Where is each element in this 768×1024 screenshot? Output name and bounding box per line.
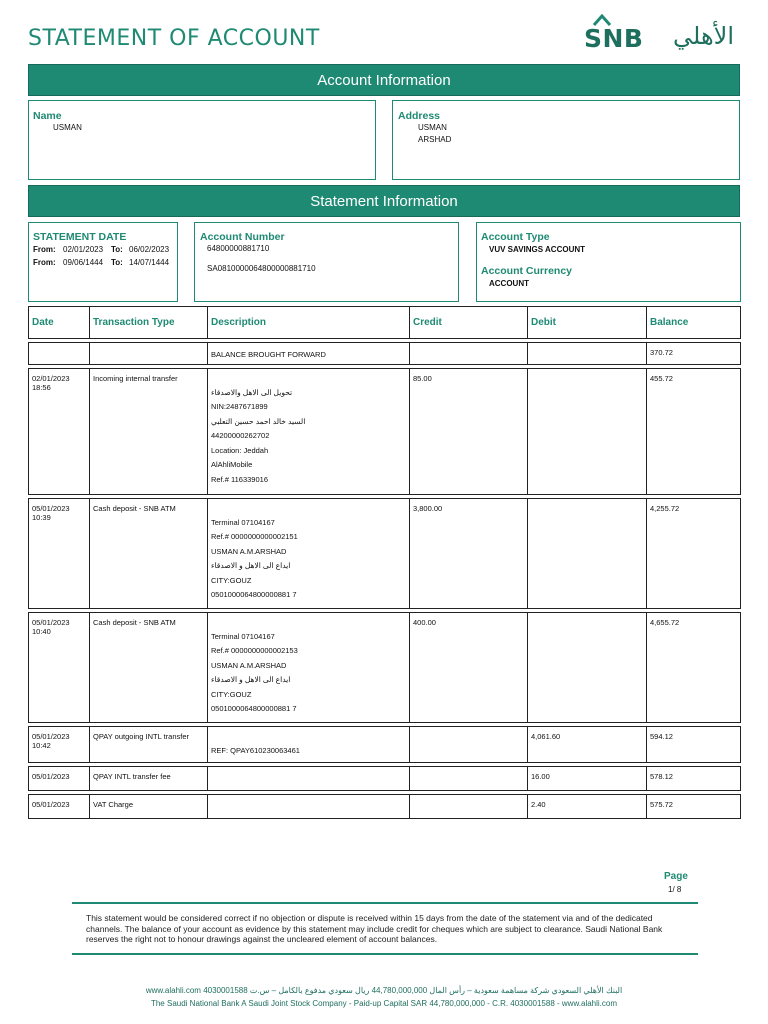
cell-transaction-type: [90, 795, 208, 819]
from-label: From:: [33, 245, 56, 254]
table-row: [29, 727, 741, 763]
cell-credit: [410, 767, 528, 791]
cell-date: [29, 369, 90, 495]
cell-credit: [410, 727, 528, 763]
balance-text: 455.72: [650, 374, 673, 383]
description-line: USMAN A.M.ARSHAD: [211, 660, 287, 670]
cell-transaction-type: [90, 727, 208, 763]
account-currency-label: Account Currency: [481, 265, 573, 277]
cell-credit: [410, 795, 528, 819]
transaction-type-text: QPAY INTL transfer fee: [93, 772, 171, 781]
page-label: Page: [664, 871, 688, 882]
time-text: 10:40: [32, 627, 51, 636]
debit-text: 4,061.60: [531, 732, 561, 741]
cell-credit: [410, 613, 528, 723]
page-title: STATEMENT OF ACCOUNT: [28, 26, 320, 51]
table-header-row: [29, 307, 741, 339]
time-text: 10:39: [32, 513, 51, 522]
account-number-box: [194, 222, 459, 302]
header-credit: Credit: [410, 307, 528, 339]
cell-credit: [410, 499, 528, 609]
date-text: 05/01/2023: [32, 504, 70, 513]
cell-description: [208, 369, 410, 495]
time-text: 18:56: [32, 383, 51, 392]
description-line: [211, 729, 407, 744]
balance-text: 575.72: [650, 800, 673, 809]
credit-text: 400.00: [413, 618, 436, 627]
address-box: [392, 100, 740, 180]
from-label-hijri: From:: [33, 258, 56, 267]
name-value: USMAN: [53, 123, 82, 132]
cell-description: [208, 343, 410, 365]
footer-divider-top: [72, 902, 698, 904]
cell-debit: [528, 499, 647, 609]
description-line: تحويل الى الاهل والاصدقاء: [211, 387, 293, 397]
cell-date: [29, 343, 90, 365]
description-line: ايداع الى الاهل و الاصدقاء: [211, 561, 291, 570]
account-type-value: VUV SAVINGS ACCOUNT: [489, 245, 586, 254]
description-line: Ref.# 116339016: [211, 474, 268, 484]
logo-arabic: الأهلي: [673, 22, 734, 50]
cell-transaction-type: [90, 767, 208, 791]
description-line: [211, 501, 407, 516]
table-row: [29, 767, 741, 791]
header-balance: Balance: [647, 307, 741, 339]
description-line: Location: Jeddah: [211, 445, 269, 455]
description-line: [211, 772, 407, 787]
account-number-value: 64800000881710: [207, 244, 270, 253]
to-label: To:: [111, 245, 123, 254]
table-row: [29, 369, 741, 495]
cell-balance: [647, 795, 741, 819]
cell-balance: [647, 613, 741, 723]
description-line: 44200000262702: [211, 431, 270, 440]
cell-balance: [647, 369, 741, 495]
statement-date-box: [28, 222, 178, 302]
debit-text: 16.00: [531, 772, 550, 781]
description-line: CITY:GOUZ: [211, 689, 252, 699]
cell-date: [29, 499, 90, 609]
cell-debit: [528, 369, 647, 495]
cell-description: [208, 767, 410, 791]
to-hijri-date: 14/07/1444: [129, 258, 170, 267]
table-row: [29, 343, 741, 365]
transaction-type-text: QPAY outgoing INTL transfer: [93, 732, 190, 741]
statement-date-label: STATEMENT DATE: [33, 231, 127, 243]
cell-debit: [528, 613, 647, 723]
cell-description: [208, 499, 410, 609]
description-line: 0501000064800000881 7: [211, 704, 297, 713]
cell-date: [29, 795, 90, 819]
header-description: Description: [208, 307, 410, 339]
to-label-hijri: To:: [111, 258, 123, 267]
transaction-type-text: Cash deposit - SNB ATM: [93, 504, 176, 513]
table-row: [29, 795, 741, 819]
footer-arabic-line: البنك الأهلي السعودي شركة مساهمة سعودية – رأس المال 44,780,000,000 ريال سعودي مدفوع بالكامل – س.ت 4030001588 www.alahli.com: [145, 986, 623, 995]
cell-debit: [528, 727, 647, 763]
bank-logo: [584, 14, 734, 54]
header-date: Date: [29, 307, 90, 339]
debit-text: 2.40: [531, 800, 546, 809]
cell-balance: [647, 343, 741, 365]
transaction-type-text: VAT Charge: [93, 800, 134, 809]
cell-balance: [647, 727, 741, 763]
footer-english-line: The Saudi National Bank A Saudi Joint Stock Company - Paid-up Capital SAR 44,780,000,000 - C.R. 4030001588 - www.alahli.com: [150, 999, 618, 1008]
address-label: Address: [398, 110, 441, 122]
balance-text: 370.72: [650, 348, 673, 357]
table-row: [29, 613, 741, 723]
account-currency-value: ACCOUNT: [489, 279, 529, 288]
cell-debit: [528, 795, 647, 819]
account-info-band: Account Information: [28, 64, 740, 96]
cell-transaction-type: [90, 613, 208, 723]
description-line: NIN:2487671899: [211, 402, 268, 411]
name-label: Name: [33, 110, 62, 122]
time-text: 10:42: [32, 741, 51, 750]
address-line-1: USMAN: [418, 123, 447, 132]
cell-date: [29, 727, 90, 763]
description-line: Terminal 07104167: [211, 631, 275, 641]
statement-info-band: Statement Information: [28, 185, 740, 217]
from-greg-date: 02/01/2023: [63, 245, 104, 254]
date-text: 05/01/2023: [32, 618, 70, 627]
account-type-label: Account Type: [481, 231, 550, 243]
description-line: 0501000064800000881 7: [211, 590, 297, 599]
description-line: AlAhliMobile: [211, 460, 253, 469]
to-greg-date: 06/02/2023: [129, 245, 170, 254]
description-line: السيد خالد احمد حسين التعلبي: [211, 416, 306, 426]
description-line: CITY:GOUZ: [211, 575, 252, 585]
cell-description: [208, 727, 410, 763]
transaction-type-text: Cash deposit - SNB ATM: [93, 618, 176, 627]
cell-date: [29, 613, 90, 723]
account-type-box: [476, 222, 741, 302]
description-line: ايداع الى الاهل و الاصدقاء: [211, 675, 291, 684]
credit-text: 3,800.00: [413, 504, 443, 513]
from-hijri-date: 09/06/1444: [63, 258, 104, 267]
cell-transaction-type: [90, 343, 208, 365]
date-text: 05/01/2023: [32, 800, 70, 809]
description-line: Ref.# 0000000000002151: [211, 532, 298, 541]
date-text: 05/01/2023: [32, 732, 70, 741]
date-text: 05/01/2023: [32, 772, 70, 781]
description-line: [211, 800, 407, 815]
balance-text: 578.12: [650, 772, 673, 781]
cell-credit: [410, 369, 528, 495]
transactions-table: [28, 306, 741, 819]
cell-transaction-type: [90, 369, 208, 495]
date-text: 02/01/2023: [32, 374, 70, 383]
logo-text: SNB: [584, 24, 644, 53]
cell-description: [208, 795, 410, 819]
cell-date: [29, 767, 90, 791]
disclaimer-text: This statement would be considered correct if no objection or dispute is received within 15 days from the date of the statement via and of the dedicated channels. The balance of your account as evidence by this statement may include credit for cheques which are subject to clearance. Saudi National Bank reserves the right not to honour drawings against the uncleared element of account balances.: [86, 913, 663, 944]
footer-divider-bottom: [72, 953, 698, 955]
cell-debit: [528, 767, 647, 791]
description-line: USMAN A.M.ARSHAD: [211, 546, 287, 556]
cell-balance: [647, 767, 741, 791]
description-line: Ref.# 0000000000002153: [211, 646, 298, 655]
cell-balance: [647, 499, 741, 609]
transaction-type-text: Incoming internal transfer: [93, 374, 178, 383]
description-line: BALANCE BROUGHT FORWARD: [211, 350, 326, 359]
balance-text: 4,655.72: [650, 618, 680, 627]
page-number: 1/ 8: [668, 885, 682, 894]
table-row: [29, 499, 741, 609]
description-line: [211, 371, 407, 386]
header-transaction-type: Transaction Type: [90, 307, 208, 339]
balance-text: 594.12: [650, 732, 673, 741]
cell-description: [208, 613, 410, 723]
account-number-label: Account Number: [200, 231, 285, 243]
description-line: Terminal 07104167: [211, 517, 275, 527]
address-line-2: ARSHAD: [418, 135, 452, 144]
description-line: [211, 615, 407, 630]
transactions-body: [29, 339, 741, 819]
cell-debit: [528, 343, 647, 365]
cell-credit: [410, 343, 528, 365]
iban-value: SA0810000064800000881710: [207, 264, 316, 273]
description-line: REF: QPAY610230063461: [211, 745, 300, 755]
balance-text: 4,255.72: [650, 504, 680, 513]
credit-text: 85.00: [413, 374, 432, 383]
name-box: [28, 100, 376, 180]
header-debit: Debit: [528, 307, 647, 339]
cell-transaction-type: [90, 499, 208, 609]
